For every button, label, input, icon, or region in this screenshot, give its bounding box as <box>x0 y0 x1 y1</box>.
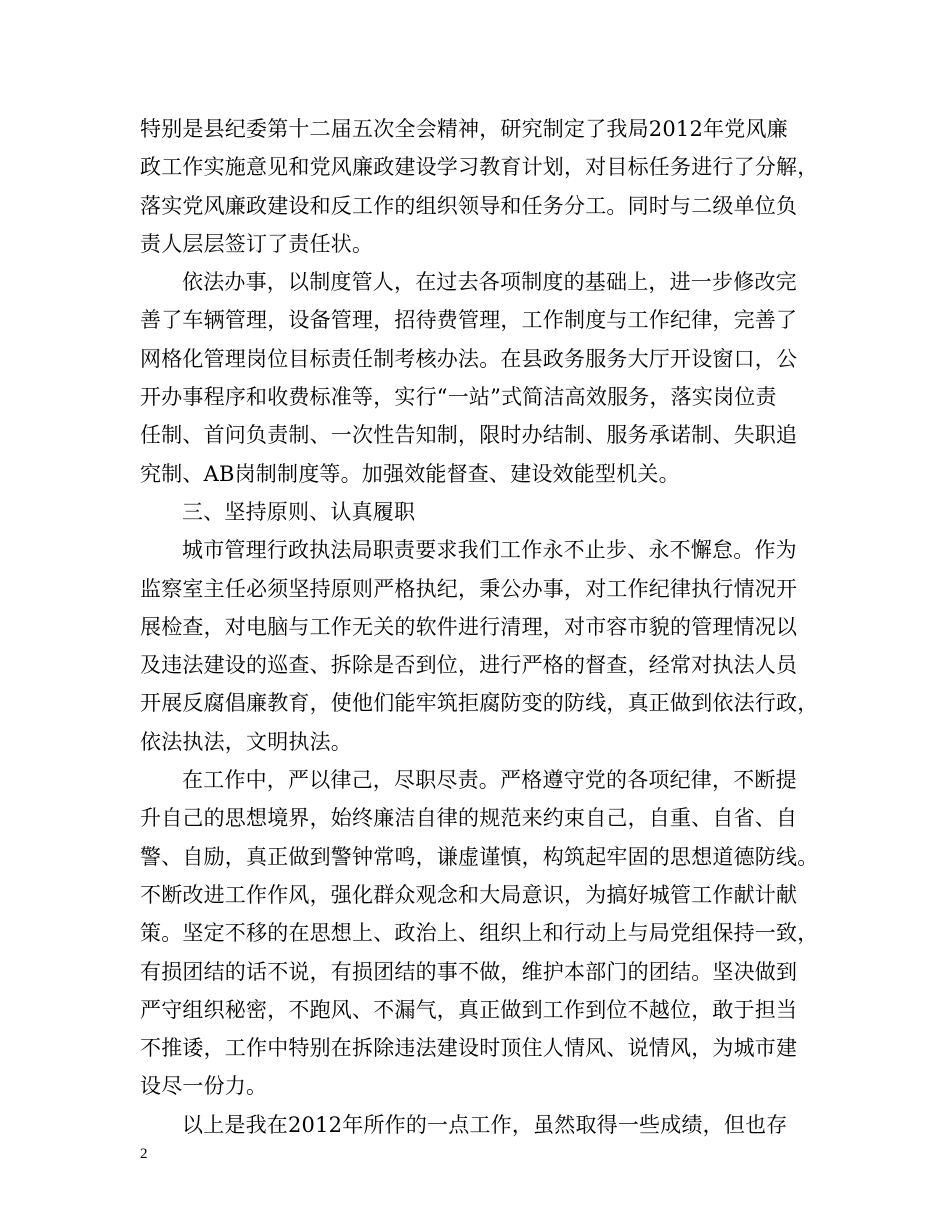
text-line: 依法执法，文明执法。 <box>140 729 352 754</box>
text-line: 三、坚持原则、认真履职 <box>182 499 416 524</box>
text-line: 展检查，对电脑与工作无关的软件进行清理，对市容市貌的管理情况以 <box>140 614 798 639</box>
text-line: 设尽一份力。 <box>140 1074 268 1099</box>
text-line: 善了车辆管理，设备管理，招待费管理，工作制度与工作纪律，完善了 <box>140 308 798 333</box>
text-line: 升自己的思想境界，始终廉洁自律的规范来约束自己，自重、自省、自 <box>140 806 798 831</box>
text-line: 不断改进工作作风，强化群众观念和大局意识，为搞好城管工作献计献 <box>140 882 798 907</box>
text-line: 落实党风廉政建设和反工作的组织领导和任务分工。同时与二级单位负 <box>140 193 798 218</box>
text-line: 不推诿，工作中特别在拆除违法建设时顶住人情风、说情风，为城市建 <box>140 1036 798 1061</box>
text-line: 依法办事，以制度管人，在过去各项制度的基础上，进一步修改完 <box>182 270 797 295</box>
text-line: 责人层层签订了责任状。 <box>140 231 374 256</box>
text-line: 究制、AB岗制制度等。加强效能督查、建设效能型机关。 <box>140 461 680 486</box>
text-line: 任制、首问负责制、一次性告知制，限时办结制、服务承诺制、失职追 <box>140 423 798 448</box>
text-line: 策。坚定不移的在思想上、政治上、组织上和行动上与局党组保持一致， <box>140 921 819 946</box>
text-line: 严守组织秘密，不跑风、不漏气，真正做到工作到位不越位，敢于担当 <box>140 997 798 1022</box>
text-line: 有损团结的话不说，有损团结的事不做，维护本部门的团结。坚决做到 <box>140 959 798 984</box>
text-line: 城市管理行政执法局职责要求我们工作永不止步、永不懈怠。作为 <box>182 538 797 563</box>
text-line: 监察室主任必须坚持原则严格执纪，秉公办事，对工作纪律执行情况开 <box>140 576 798 601</box>
text-line: 开办事程序和收费标准等，实行“一站”式简洁高效服务，落实岗位责 <box>140 385 777 410</box>
page-number: 2 <box>140 1146 148 1162</box>
body-text <box>140 110 820 1144</box>
text-line: 在工作中，严以律己，尽职尽责。严格遵守党的各项纪律，不断提 <box>182 768 797 793</box>
text-line: 及违法建设的巡查、拆除是否到位，进行严格的督查，经常对执法人员 <box>140 653 798 678</box>
text-line: 开展反腐倡廉教育，使他们能牢筑拒腐防变的防线，真正做到依法行政， <box>140 691 819 716</box>
text-line: 网格化管理岗位目标责任制考核办法。在县政务服务大厅开设窗口，公 <box>140 346 798 371</box>
text-line: 警、自励，真正做到警钟常鸣，谦虚谨慎，构筑起牢固的思想道德防线。 <box>140 844 819 869</box>
text-line: 以上是我在2012年所作的一点工作，虽然取得一些成绩，但也存 <box>182 1112 788 1137</box>
text-line: 政工作实施意见和党风廉政建设学习教育计划，对目标任务进行了分解， <box>140 155 819 180</box>
text-line: 特别是县纪委第十二届五次全会精神，研究制定了我局2012年党风廉 <box>140 117 788 141</box>
